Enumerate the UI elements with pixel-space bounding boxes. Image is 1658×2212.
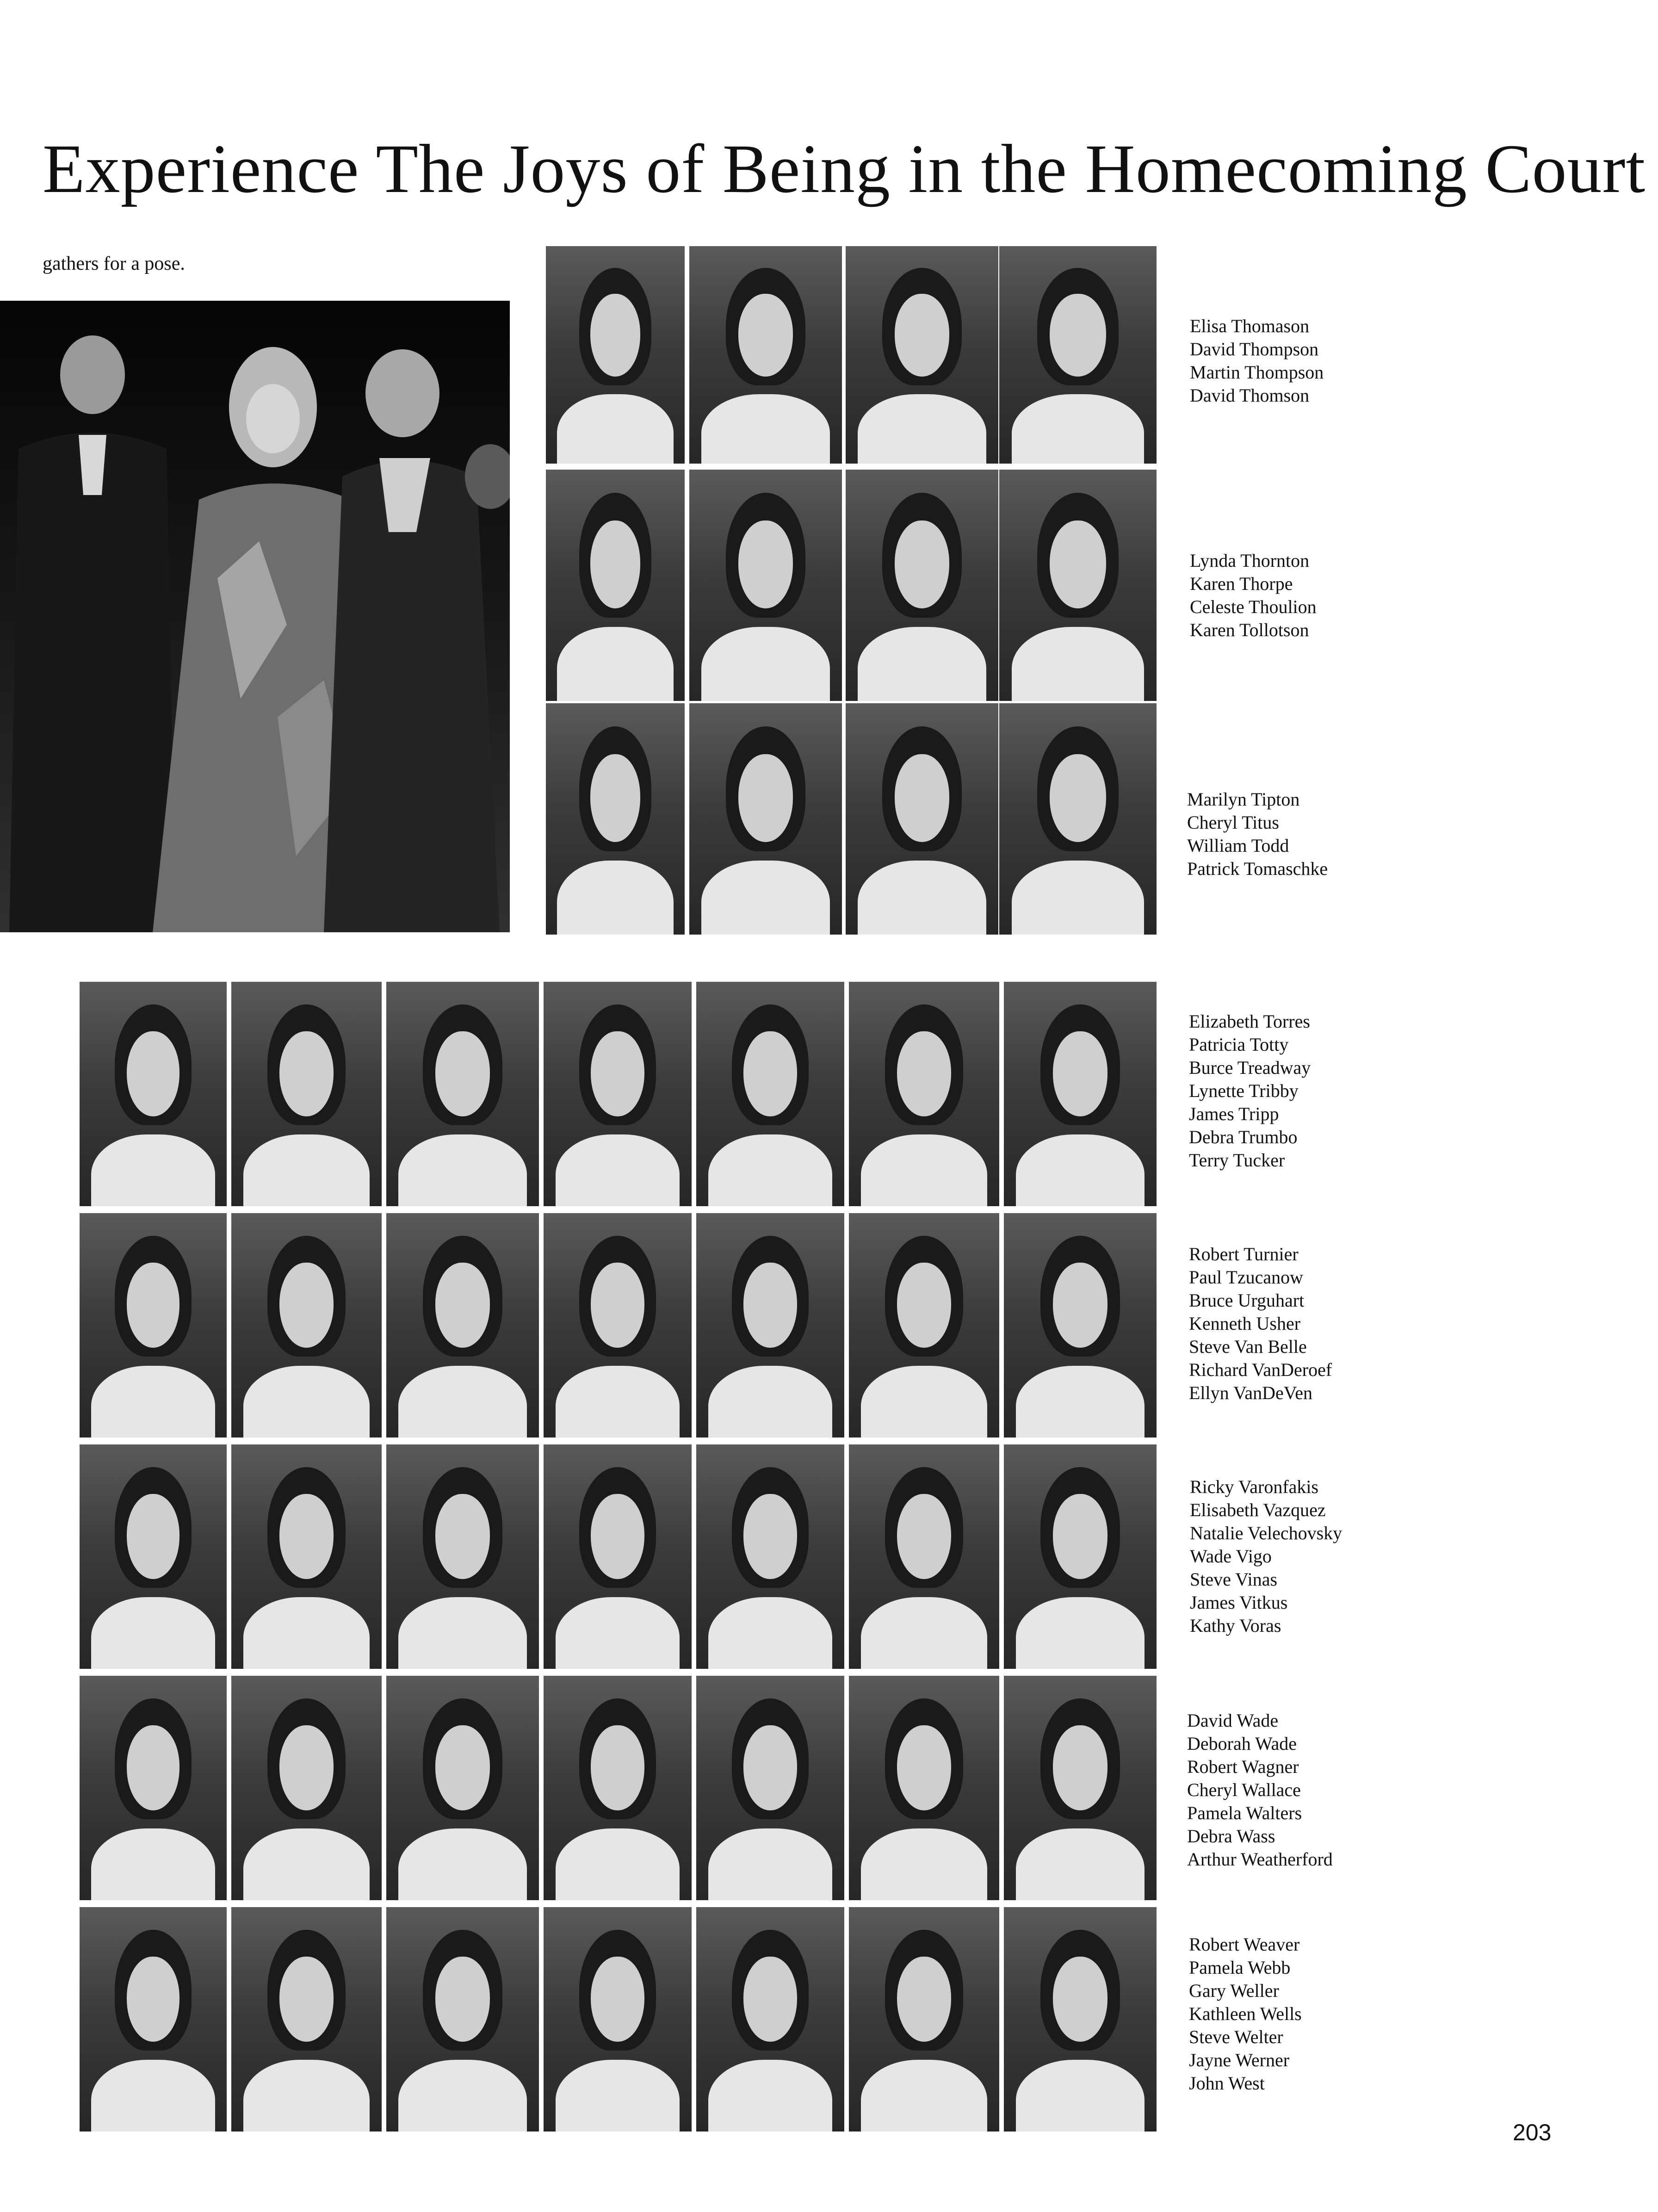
student-name: David Thomson — [1190, 385, 1310, 406]
student-portrait — [80, 982, 227, 1206]
student-name: David Wade — [1187, 1710, 1279, 1731]
student-portrait — [386, 1444, 539, 1669]
student-name: Kathleen Wells — [1189, 2003, 1302, 2024]
name-list — [1189, 1243, 1402, 1405]
student-name: Ricky Varonfakis — [1190, 1476, 1319, 1497]
homecoming-court-photo — [0, 301, 510, 932]
student-portrait — [80, 1907, 227, 2131]
student-name: Burce Treadway — [1189, 1057, 1311, 1078]
student-name: Robert Weaver — [1189, 1934, 1300, 1955]
student-name: Elizabeth Torres — [1189, 1011, 1310, 1032]
page-number: 203 — [1513, 2119, 1552, 2145]
student-portrait — [1004, 1213, 1157, 1437]
student-name: Karen Thorpe — [1190, 573, 1293, 594]
student-portrait — [544, 1213, 692, 1437]
student-name: Marilyn Tipton — [1187, 789, 1300, 810]
student-name: Pamela Webb — [1189, 1957, 1291, 1978]
student-name: Debra Trumbo — [1189, 1127, 1298, 1147]
student-portrait — [1004, 1444, 1157, 1669]
student-name: Steve Vinas — [1190, 1569, 1278, 1590]
student-portrait — [546, 703, 685, 935]
student-portrait — [386, 1676, 539, 1900]
student-name: Kenneth Usher — [1189, 1313, 1301, 1334]
name-list — [1190, 549, 1403, 642]
photo-caption: gathers for a pose. — [43, 253, 185, 274]
student-name: John West — [1189, 2073, 1265, 2094]
name-list — [1187, 1709, 1400, 1871]
name-list — [1189, 1010, 1402, 1172]
student-portrait — [231, 1444, 382, 1669]
student-portrait — [231, 1676, 382, 1900]
student-name: Terry Tucker — [1189, 1150, 1285, 1171]
student-portrait — [1004, 1676, 1157, 1900]
student-name: Steve Welter — [1189, 2026, 1283, 2047]
student-portrait — [544, 1907, 692, 2131]
student-portrait — [546, 246, 685, 464]
student-portrait — [1004, 1907, 1157, 2131]
student-portrait — [386, 1213, 539, 1437]
student-name: Natalie Velechovsky — [1190, 1523, 1342, 1543]
student-portrait — [544, 1444, 692, 1669]
student-name: Jayne Werner — [1189, 2050, 1290, 2070]
student-portrait — [999, 470, 1157, 701]
student-portrait — [846, 470, 998, 701]
student-name: Arthur Weatherford — [1187, 1849, 1333, 1870]
student-portrait — [80, 1444, 227, 1669]
student-name: Richard VanDeroef — [1189, 1359, 1332, 1380]
student-portrait — [80, 1676, 227, 1900]
student-portrait — [386, 1907, 539, 2131]
student-name: Pamela Walters — [1187, 1803, 1302, 1823]
student-portrait — [231, 1213, 382, 1437]
student-portrait — [696, 982, 844, 1206]
student-portrait — [846, 246, 998, 464]
student-name: Ellyn VanDeVen — [1189, 1382, 1312, 1403]
student-name: Lynette Tribby — [1189, 1080, 1299, 1101]
student-name: James Vitkus — [1190, 1592, 1288, 1613]
student-portrait — [999, 703, 1157, 935]
name-list — [1189, 1933, 1402, 2095]
student-portrait — [80, 1213, 227, 1437]
student-portrait — [386, 982, 539, 1206]
student-name: Wade Vigo — [1190, 1546, 1272, 1567]
name-list — [1190, 1475, 1403, 1637]
student-name: William Todd — [1187, 835, 1289, 856]
student-portrait — [689, 470, 842, 701]
student-name: Kathy Voras — [1190, 1615, 1281, 1636]
student-portrait — [696, 1213, 844, 1437]
student-portrait — [689, 246, 842, 464]
student-portrait — [1004, 982, 1157, 1206]
student-name: Elisa Thomason — [1190, 316, 1310, 336]
student-portrait — [231, 982, 382, 1206]
student-name: Lynda Thornton — [1190, 550, 1310, 571]
name-list — [1187, 788, 1400, 880]
student-portrait — [849, 1444, 999, 1669]
student-portrait — [696, 1907, 844, 2131]
student-name: Cheryl Wallace — [1187, 1779, 1301, 1800]
name-list — [1190, 315, 1403, 407]
student-name: Cheryl Titus — [1187, 812, 1279, 833]
student-name: Patrick Tomaschke — [1187, 858, 1328, 879]
student-name: Robert Turnier — [1189, 1244, 1299, 1264]
student-name: Debra Wass — [1187, 1826, 1275, 1846]
student-portrait — [696, 1676, 844, 1900]
student-portrait — [849, 1213, 999, 1437]
student-portrait — [849, 1676, 999, 1900]
student-portrait — [696, 1444, 844, 1669]
homecoming-court-figures — [0, 301, 510, 932]
student-portrait — [231, 1907, 382, 2131]
student-name: Robert Wagner — [1187, 1756, 1299, 1777]
student-name: Patricia Totty — [1189, 1034, 1289, 1055]
student-portrait — [689, 703, 842, 935]
student-name: Celeste Thoulion — [1190, 596, 1317, 617]
student-name: Deborah Wade — [1187, 1733, 1297, 1754]
student-name: Steve Van Belle — [1189, 1336, 1307, 1357]
student-portrait — [849, 1907, 999, 2131]
student-name: Karen Tollotson — [1190, 620, 1309, 640]
student-name: David Thompson — [1190, 339, 1319, 359]
student-name: Gary Weller — [1189, 1980, 1279, 2001]
student-name: Martin Thompson — [1190, 362, 1324, 383]
student-name: James Tripp — [1189, 1103, 1279, 1124]
student-portrait — [544, 1676, 692, 1900]
student-name: Elisabeth Vazquez — [1190, 1499, 1326, 1520]
student-name: Bruce Urguhart — [1189, 1290, 1305, 1311]
student-name: Paul Tzucanow — [1189, 1267, 1303, 1288]
student-portrait — [846, 703, 998, 935]
page-title: Experience The Joys of Being in the Homecoming Court — [43, 130, 1646, 207]
student-portrait — [849, 982, 999, 1206]
student-portrait — [999, 246, 1157, 464]
student-portrait — [546, 470, 685, 701]
student-portrait — [544, 982, 692, 1206]
